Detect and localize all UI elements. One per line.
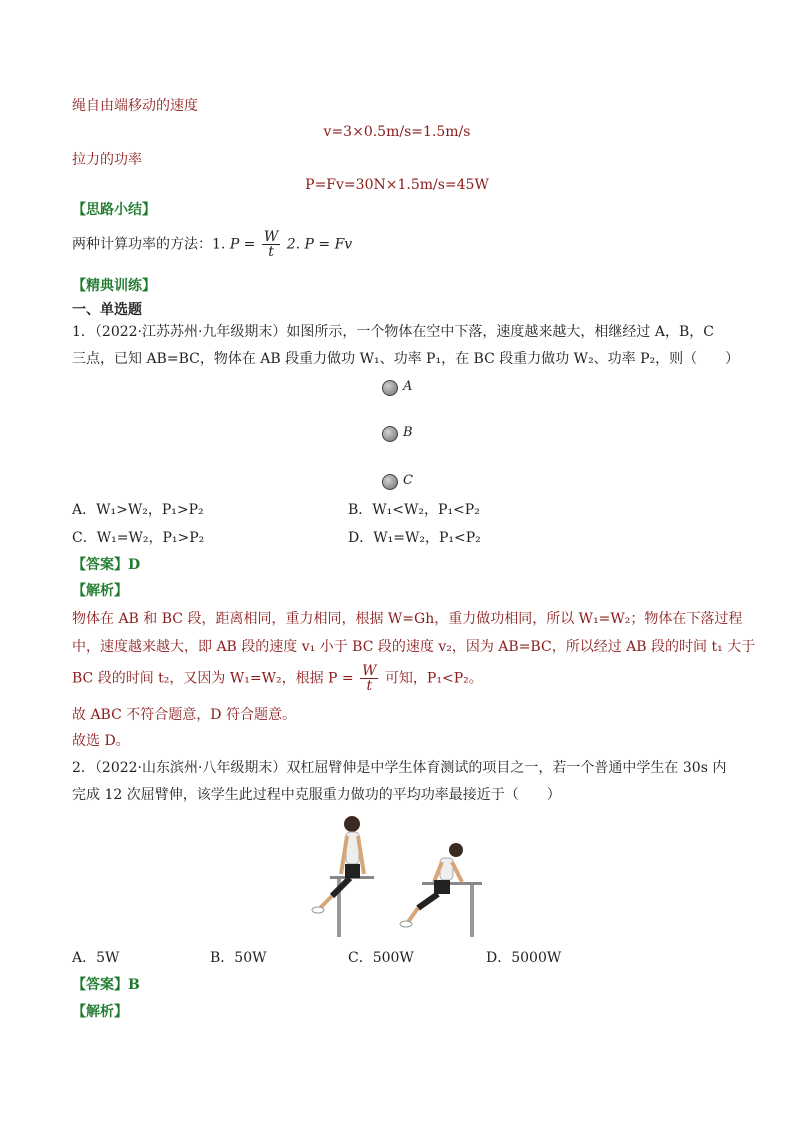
q1-choice: 故选 D。: [72, 733, 130, 749]
q1-analysis-fraction: [360, 664, 378, 693]
q1-option-b[interactable]: B．W₁<W₂，P₁<P₂: [348, 502, 480, 518]
q1-option-c[interactable]: C．W₁=W₂，P₁>P₂: [72, 530, 205, 546]
q1-analysis-line3: [72, 664, 483, 693]
methods-text: 两种计算功率的方法：1.: [72, 236, 226, 253]
q1-stem-line2: 三点，已知 AB=BC，物体在 AB 段重力做功 W₁、功率 P₁，在 BC 段重力做功 W₂、功率 P₂，则（ ）: [72, 351, 740, 367]
ball-b-icon: [382, 426, 398, 442]
q2-option-c[interactable]: C．500W: [348, 950, 414, 966]
q1-analysis-line3-b: 可知，P₁<P₂。: [384, 670, 483, 687]
q1-stem-line1: 1．（2022·江苏苏州·九年级期末）如图所示，一个物体在空中下落，速度越来越大，相继经过 A，B，C: [72, 324, 714, 340]
method1-left: P =: [229, 236, 256, 253]
methods-line: [72, 230, 352, 259]
section-heading: 一、单选题: [72, 302, 142, 318]
q2-stem-line1: 2．（2022·山东滨州·八年级期末）双杠屈臂伸是中学生体育测试的项目之一，若一个普通中学生在 30s 内: [72, 760, 727, 776]
q2-option-d[interactable]: D．5000W: [486, 950, 562, 966]
q1-analysis-line2: 中，速度越来越大，即 AB 段的速度 v₁ 小于 BC 段的速度 v₂，因为 AB=BC，所以经过 AB 段的时间 t₁ 大于: [72, 639, 756, 655]
parallel-bars-illustration: [310, 812, 490, 937]
q1-conclusion: 故 ABC 不符合题意，D 符合题意。: [72, 707, 296, 723]
q1-analysis-numerator: W: [362, 663, 377, 679]
q1-analysis-line3-a: BC 段的时间 t₂，又因为 W₁=W₂，根据 P =: [72, 670, 354, 687]
q2-option-b[interactable]: B．50W: [210, 950, 267, 966]
power-label: 拉力的功率: [72, 152, 142, 168]
method2: 2. P = Fv: [286, 236, 353, 253]
q1-option-a[interactable]: A．W₁>W₂，P₁>P₂: [72, 502, 204, 518]
q1-answer: 【答案】D: [72, 557, 141, 573]
ball-c-icon: [382, 474, 398, 490]
q1-analysis-heading: 【解析】: [72, 583, 128, 599]
student-figure-1: [312, 816, 374, 937]
q1-option-d[interactable]: D．W₁=W₂，P₁<P₂: [348, 530, 481, 546]
student-figure-2: [400, 843, 482, 937]
method1-fraction: [262, 230, 280, 259]
q2-option-a[interactable]: A．5W: [72, 950, 120, 966]
rope-speed-formula: v=3×0.5m/s=1.5m/s: [323, 124, 471, 140]
power-formula: P=Fv=30N×1.5m/s=45W: [305, 177, 489, 193]
q2-stem-line2: 完成 12 次屈臂伸，该学生此过程中克服重力做功的平均功率最接近于（ ）: [72, 787, 561, 803]
q1-analysis-line1: 物体在 AB 和 BC 段，距离相同，重力相同，根据 W=Gh，重力做功相同，所以 W₁=W₂；物体在下落过程: [72, 611, 743, 627]
q1-analysis-denominator: t: [366, 678, 373, 694]
summary-heading: 【思路小结】: [72, 202, 156, 218]
q2-answer: 【答案】B: [72, 977, 140, 993]
point-c-label: C: [403, 473, 413, 488]
ball-a-icon: [382, 380, 398, 396]
point-b-label: B: [403, 425, 413, 440]
method1-numerator: W: [263, 229, 279, 245]
method1-denominator: t: [268, 244, 274, 260]
rope-speed-label: 绳自由端移动的速度: [72, 98, 198, 114]
point-a-label: A: [403, 379, 413, 394]
training-heading: 【精典训练】: [72, 278, 156, 294]
q2-analysis-heading: 【解析】: [72, 1004, 128, 1020]
